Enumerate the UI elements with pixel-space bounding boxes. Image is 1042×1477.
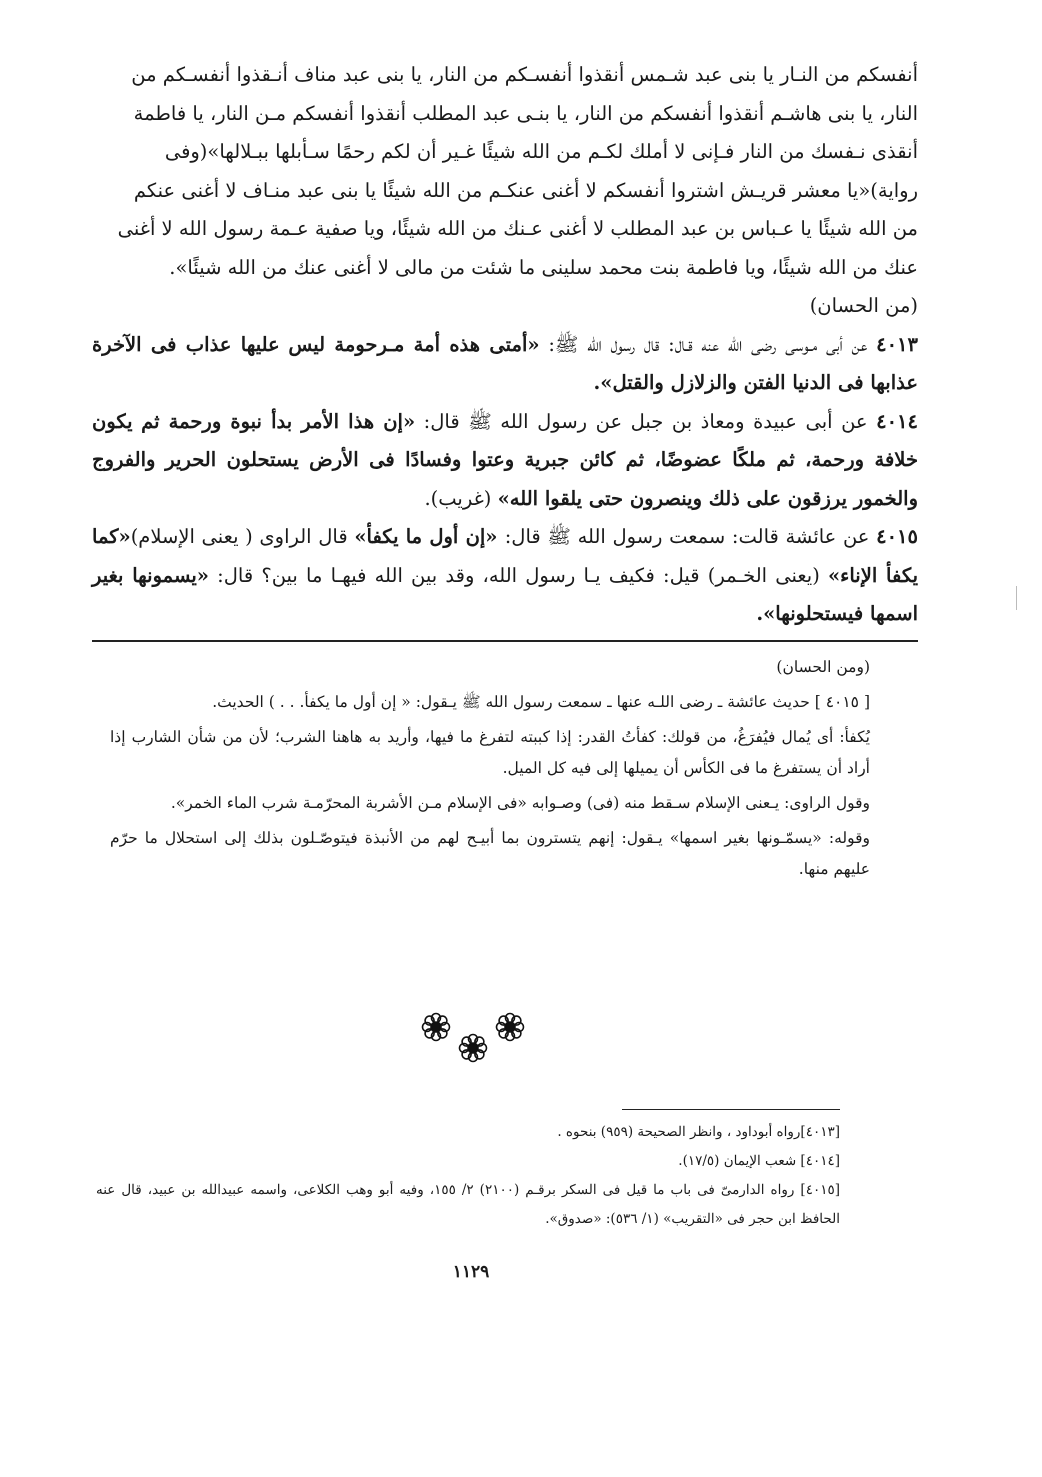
commentary-paragraph: وقول الراوى: يـعنى الإسلام سـقط منه (فى) وصـوابه «فى الإسلام مـن الأشربة المحرّمـة شرب الماء الخمر». <box>170 794 870 812</box>
body-line: النار، يا بنى هاشـم أنقذوا أنفسكم من النار، يا بنـى عبد المطلب أنقذوا أنفسكم مـن النار، يا فاطمة <box>133 101 918 125</box>
hadith-isnad: عن أبى عبيدة ومعاذ بن جبل عن رسول الله ﷺ قال: <box>423 409 868 433</box>
footnotes <box>96 1118 840 1234</box>
hadith-matn: «إن أول ما يكفأ» <box>354 525 505 548</box>
scan-margin-mark <box>1016 586 1023 610</box>
body-line: أنقذى نـفسك من النار فـإنى لا أملك لكـم من الله شيئًا غـير أن لكم رحمًا سـأبلها ببـلالها»(وفى <box>164 140 918 163</box>
hadith-grade: (غريب). <box>424 486 498 510</box>
hadith-matn: «يسمونها بغير اسمها فيستحلونها». <box>92 563 918 625</box>
grade-label: (من الحسان) <box>809 294 918 317</box>
hadith-number: ٤٠١٣ <box>876 332 918 356</box>
footnote: [٤٠١٤] شعب الإيمان (١٧/٥). <box>678 1153 840 1169</box>
hadith-matn: «إن هذا الأمر بدأ نبوة ورحمة ثم <box>141 409 416 433</box>
footnote: [٤٠١٥] رواه الدارمىّ فى باب ما قيل فى السكر برقـم (٢١٠٠) ٢/ ١٥٥، وفيه أبو وهب الكلاعى، واسمه عبيدالله بن عبيد، قال عنه الحافظ ابن حجر فى «التقريب» (١/ ٥٣٦): «صدوق». <box>96 1182 840 1227</box>
hadith-text: (يعنى الخـمر) قيل: فكيف يـا رسول الله، وقد بين الله فيهـا ما بين؟ <box>261 563 828 587</box>
commentary-paragraph: وقوله: «يسمّـونها بغير اسمها» يـقول: إنهم يتسترون بما أبيـح لهم من الأنبذة فيتوصّـلون بذلك إلى استحلال ما حرّم عليهم منها. <box>110 829 870 878</box>
page-number: ١١٢٩ <box>452 1262 490 1282</box>
footnote-divider <box>622 1109 840 1110</box>
hadith-4015 <box>92 518 918 634</box>
hadith-isnad: عن عائشة قالت: سمعت رسول الله ﷺ قال: <box>504 525 870 548</box>
commentary <box>110 652 870 889</box>
flower-ornament-icon <box>418 1010 548 1066</box>
hadith-number: ٤٠١٤ <box>876 409 918 433</box>
hadith-matn: عليها عذاب فى الآخرة عذابها فى الدنيا الفتن والزلازل والقتل». <box>92 332 918 394</box>
hadith-4014 <box>92 403 918 519</box>
body-line: رواية)«يا معشر قريـش اشتروا أنفسكم لا أغنى عنكـم من الله شيئًا يا بنى عبد منـاف لا أغنى عنكم <box>133 178 918 202</box>
commentary-paragraph: يُكفأ: أى يُمال فيُفرَغُ، من قولك: كفأتُ القدر: إذا كببته لتفرغ ما فيها، وأريد به هاهنا الشرب؛ لأن من شأن الشارب إذا أراد أن يستفرغ ما فى الكأس أن يميلها إلى فيه كل الميل. <box>110 728 870 777</box>
main-text <box>92 56 918 634</box>
hadith-matn: يكون خلافة ورحمة، ثم ملكًا عضوضًا، ثم كائن جبرية وعتوا وفسادًا فى الأرض يستحلون الحرير <box>92 409 918 471</box>
commentary-paragraph: [ ٤٠١٥ ] حديث عائشة ـ رضى اللـه عنها ـ سمعت رسول الله ﷺ يـقول: « إن أول ما يكفأ. . . ) الحديث. <box>212 693 870 711</box>
section-divider <box>92 640 918 642</box>
body-line: أنفسكم من النـار يا بنى عبد شـمس أنقذوا أنفسـكم من النار، يا بنى عبد مناف أنـقذوا أنفسـكم من <box>131 63 918 86</box>
body-line: عنك من الله شيئًا، ويا فاطمة بنت محمد سلينى ما شئت من مالى لا أغنى عنك من الله شيئًا». <box>169 255 918 279</box>
hadith-4013 <box>92 326 918 403</box>
hadith-rawi-note: قال الراوى ( يعنى <box>201 525 355 548</box>
body-line: من الله شيئًا يا عـباس بن عبد المطلب لا أغنى عـنك من الله شيئًا، ويا صفية عـمة رسول الله لا أغنى <box>117 217 918 240</box>
hadith-number: ٤٠١٥ <box>876 525 918 548</box>
footnote: [٤٠١٣]رواه أبوداود ، وانظر الصحيحة (٩٥٩) بنحوه . <box>557 1124 840 1140</box>
hadith-text: قال: <box>208 563 254 587</box>
hadith-matn: «أمتى هذه أمة مـرحومة ليس <box>288 332 540 356</box>
hadith-matn: «كما يكفأ الإناء» <box>92 525 919 587</box>
hadith-isnad: عن أبى مـوسى رضى الله عنه قـال: قال رسول الله ﷺ: <box>548 332 868 356</box>
hadith-matn: والفروج والخمور يرزقون على ذلك وينصرون حتى يلقوا الله» <box>92 448 918 510</box>
hadith-text: الإسلام) <box>130 525 195 548</box>
commentary-grade: (ومن الحسان) <box>776 658 870 676</box>
